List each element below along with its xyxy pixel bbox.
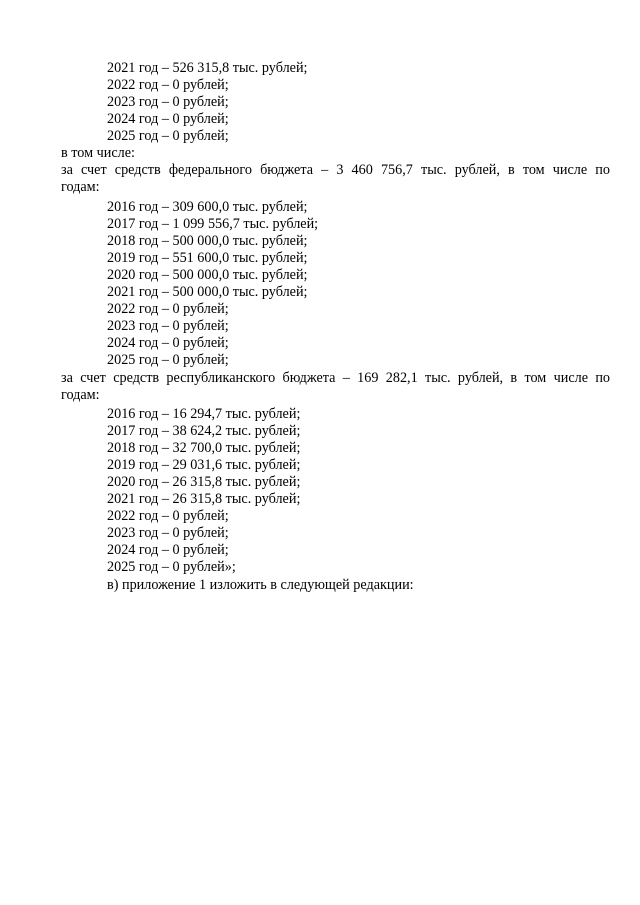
federal-year-line: 2018 год – 500 000,0 тыс. рублей; [107, 233, 308, 249]
funding-line: 2021 год – 526 315,8 тыс. рублей; [107, 60, 308, 76]
federal-budget-heading: за счет средств федерального бюджета – 3 460 756,7 тыс. рублей, в том числе по [61, 162, 610, 178]
appendix-instruction: в) приложение 1 изложить в следующей редакции: [107, 577, 414, 593]
federal-year-line: 2020 год – 500 000,0 тыс. рублей; [107, 267, 308, 283]
funding-line: 2022 год – 0 рублей; [107, 77, 229, 93]
in-that-number-label: в том числе: [61, 145, 135, 161]
federal-year-line: 2025 год – 0 рублей; [107, 352, 229, 368]
republic-year-line: 2023 год – 0 рублей; [107, 525, 229, 541]
republic-year-line: 2017 год – 38 624,2 тыс. рублей; [107, 423, 301, 439]
funding-line: 2023 год – 0 рублей; [107, 94, 229, 110]
republic-year-line: 2024 год – 0 рублей; [107, 542, 229, 558]
federal-year-line: 2023 год – 0 рублей; [107, 318, 229, 334]
republic-year-line: 2018 год – 32 700,0 тыс. рублей; [107, 440, 301, 456]
federal-budget-heading-cont: годам: [61, 179, 100, 195]
republic-year-line: 2021 год – 26 315,8 тыс. рублей; [107, 491, 301, 507]
republic-budget-heading-cont: годам: [61, 387, 100, 403]
republic-year-line: 2019 год – 29 031,6 тыс. рублей; [107, 457, 301, 473]
federal-year-line: 2021 год – 500 000,0 тыс. рублей; [107, 284, 308, 300]
federal-year-line: 2017 год – 1 099 556,7 тыс. рублей; [107, 216, 319, 232]
republic-year-line: 2025 год – 0 рублей»; [107, 559, 236, 575]
federal-year-line: 2024 год – 0 рублей; [107, 335, 229, 351]
republic-budget-heading: за счет средств республиканского бюджета – 169 282,1 тыс. рублей, в том числе по [61, 370, 610, 386]
funding-line: 2025 год – 0 рублей; [107, 128, 229, 144]
republic-year-line: 2016 год – 16 294,7 тыс. рублей; [107, 406, 301, 422]
federal-year-line: 2016 год – 309 600,0 тыс. рублей; [107, 199, 308, 215]
funding-line: 2024 год – 0 рублей; [107, 111, 229, 127]
federal-year-line: 2019 год – 551 600,0 тыс. рублей; [107, 250, 308, 266]
republic-year-line: 2020 год – 26 315,8 тыс. рублей; [107, 474, 301, 490]
republic-year-line: 2022 год – 0 рублей; [107, 508, 229, 524]
federal-year-line: 2022 год – 0 рублей; [107, 301, 229, 317]
